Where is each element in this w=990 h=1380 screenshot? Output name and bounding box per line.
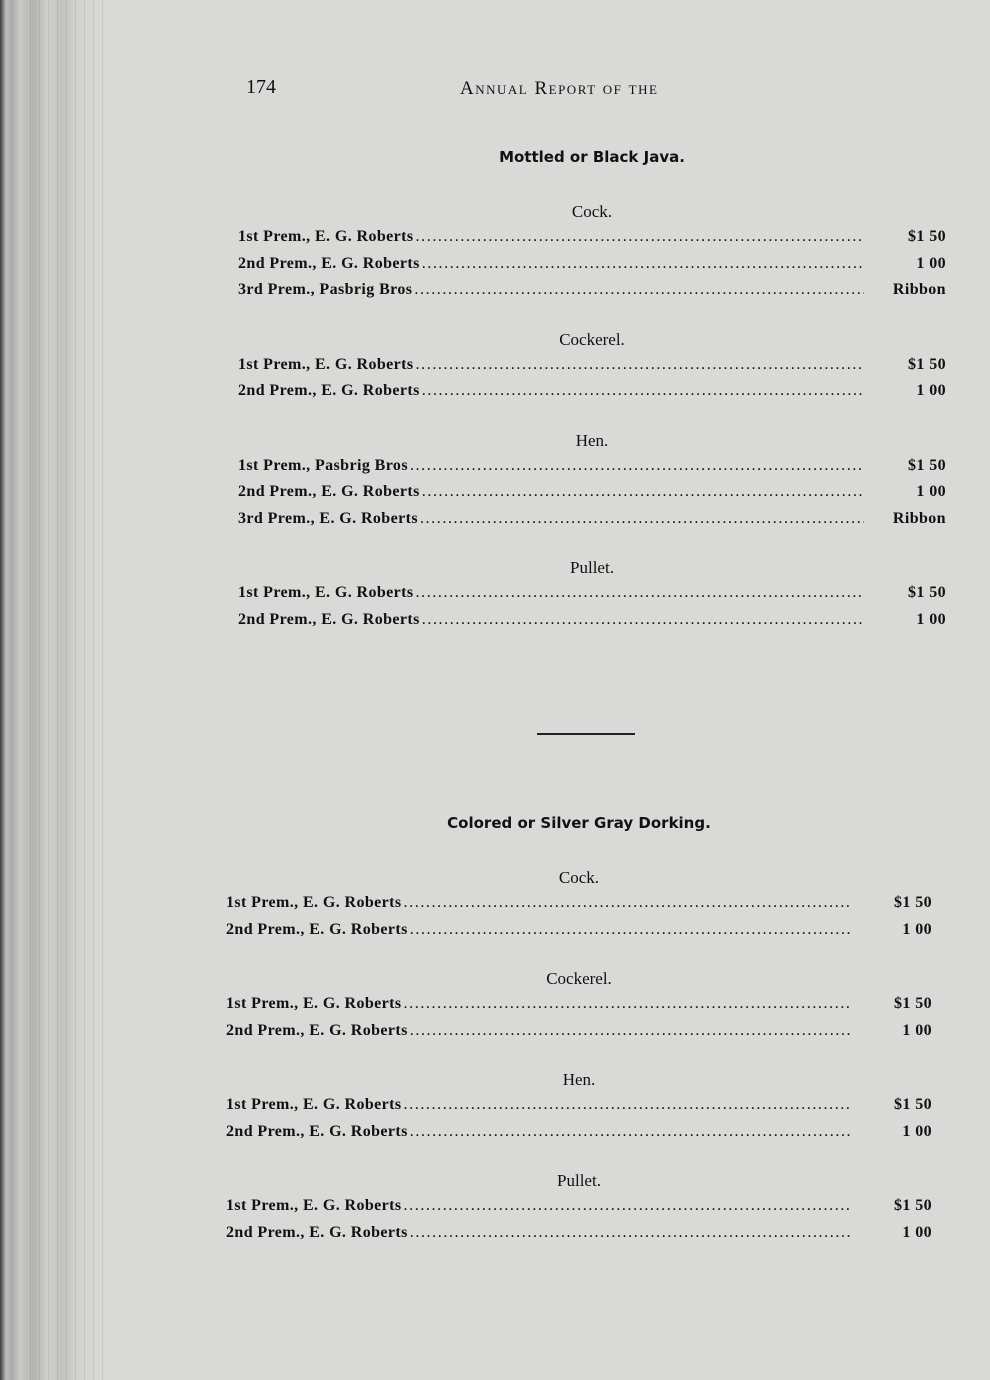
prize-amount: $1 50 bbox=[908, 584, 946, 601]
group-pullet bbox=[238, 556, 946, 633]
leader-dots bbox=[422, 607, 864, 634]
group-cock bbox=[238, 200, 946, 304]
prize-amount: $1 50 bbox=[908, 355, 946, 373]
leader-dots bbox=[404, 1092, 850, 1119]
leader-dots bbox=[404, 1193, 850, 1220]
leader-dots bbox=[410, 917, 850, 944]
winner-name: E. G. Roberts bbox=[309, 1021, 408, 1039]
premium-entry bbox=[238, 453, 946, 480]
prize-amount: $1 50 bbox=[894, 894, 932, 911]
prize-amount: Ribbon bbox=[892, 509, 946, 527]
winner-name: E. G. Roberts bbox=[309, 1122, 408, 1140]
premium-entry bbox=[238, 479, 946, 506]
winner-name: E. G. Roberts bbox=[302, 1096, 402, 1113]
winner-name: Pasbrig Bros bbox=[314, 456, 408, 474]
group-pullet bbox=[226, 1169, 932, 1246]
premium-place: 3rd Prem., bbox=[238, 509, 316, 527]
premium-entry bbox=[238, 251, 946, 278]
section-title: Mottled or Black Java. bbox=[499, 148, 685, 166]
winner-name: E. G. Roberts bbox=[309, 1223, 408, 1241]
leader-dots bbox=[422, 378, 864, 405]
group-label: Pullet. bbox=[570, 558, 614, 577]
section-colored-silver-gray-dorking bbox=[226, 812, 932, 1246]
premium-entry bbox=[226, 1193, 932, 1220]
section-title: Colored or Silver Gray Dorking. bbox=[447, 814, 711, 832]
group-hen bbox=[238, 429, 946, 533]
page-header bbox=[0, 76, 990, 106]
winner-name: E. G. Roberts bbox=[314, 584, 414, 601]
prize-amount: 1 00 bbox=[902, 1122, 932, 1140]
prize-amount: 1 00 bbox=[902, 1021, 932, 1039]
premium-entry bbox=[238, 506, 946, 533]
page-edges bbox=[30, 0, 110, 1380]
prize-amount: $1 50 bbox=[894, 995, 932, 1012]
leader-dots bbox=[404, 991, 850, 1018]
leader-dots bbox=[416, 352, 864, 379]
premium-place: 2nd Prem., bbox=[238, 382, 317, 399]
premium-place: 1st Prem., bbox=[238, 456, 311, 474]
prize-amount: $1 50 bbox=[908, 456, 946, 474]
premium-entry bbox=[226, 1092, 932, 1119]
prize-amount: 1 00 bbox=[916, 610, 946, 628]
winner-name: E. G. Roberts bbox=[309, 920, 408, 938]
prize-amount: 1 00 bbox=[902, 920, 932, 938]
leader-dots bbox=[414, 277, 864, 304]
section-divider bbox=[537, 733, 635, 735]
leader-dots bbox=[420, 506, 864, 533]
premium-entry bbox=[226, 917, 932, 944]
winner-name: E. G. Roberts bbox=[321, 382, 420, 399]
book-binding bbox=[0, 0, 110, 1380]
leader-dots bbox=[416, 580, 864, 607]
winner-name: E. G. Roberts bbox=[321, 254, 420, 272]
premium-entry bbox=[238, 378, 946, 405]
premium-place: 2nd Prem., bbox=[238, 254, 317, 272]
prize-amount: $1 50 bbox=[908, 228, 946, 245]
leader-dots bbox=[404, 890, 850, 917]
prize-amount: 1 00 bbox=[902, 1223, 932, 1241]
premium-place: 1st Prem., bbox=[238, 355, 311, 373]
group-cockerel bbox=[238, 328, 946, 405]
premium-entry bbox=[226, 1018, 932, 1045]
premium-place: 1st Prem., bbox=[238, 584, 311, 601]
prize-amount: 1 00 bbox=[916, 382, 946, 399]
leader-dots bbox=[422, 251, 864, 278]
winner-name: E. G. Roberts bbox=[302, 995, 402, 1012]
group-label: Cock. bbox=[571, 202, 613, 221]
premium-entry bbox=[238, 580, 946, 607]
page-number: 174 bbox=[246, 76, 276, 98]
winner-name: E. G. Roberts bbox=[302, 1197, 402, 1214]
premium-place: 2nd Prem., bbox=[226, 920, 305, 938]
group-label: Cockerel. bbox=[559, 329, 625, 349]
premium-entry bbox=[238, 607, 946, 634]
section-mottled-black-java bbox=[238, 146, 946, 633]
premium-place: 2nd Prem., bbox=[238, 610, 317, 628]
winner-name: E. G. Roberts bbox=[314, 355, 414, 373]
group-hen bbox=[226, 1068, 932, 1145]
group-label: Hen. bbox=[575, 430, 609, 450]
winner-name: E. G. Roberts bbox=[321, 610, 420, 628]
premium-place: 2nd Prem., bbox=[226, 1021, 305, 1039]
premium-entry bbox=[226, 1220, 932, 1247]
leader-dots bbox=[410, 1119, 850, 1146]
leader-dots bbox=[416, 224, 864, 251]
group-label: Hen. bbox=[562, 1070, 596, 1089]
premium-place: 2nd Prem., bbox=[226, 1122, 305, 1140]
prize-amount: 1 00 bbox=[916, 254, 946, 272]
premium-entry bbox=[226, 991, 932, 1018]
winner-name: Pasbrig Bros bbox=[319, 281, 413, 298]
prize-amount: Ribbon bbox=[892, 281, 946, 298]
leader-dots bbox=[410, 1220, 850, 1247]
group-label: Cock. bbox=[558, 868, 600, 887]
premium-place: 3rd Prem., bbox=[238, 281, 316, 298]
premium-place: 1st Prem., bbox=[226, 1197, 299, 1214]
group-label: Pullet. bbox=[557, 1171, 601, 1190]
premium-place: 1st Prem., bbox=[226, 1096, 299, 1113]
leader-dots bbox=[422, 479, 864, 506]
premium-place: 2nd Prem., bbox=[226, 1223, 305, 1241]
premium-entry bbox=[226, 1119, 932, 1146]
prize-amount: $1 50 bbox=[894, 1096, 932, 1113]
leader-dots bbox=[410, 1018, 850, 1045]
leader-dots bbox=[410, 453, 864, 480]
group-cock bbox=[226, 866, 932, 943]
group-label: Cockerel. bbox=[546, 969, 612, 988]
premium-place: 1st Prem., bbox=[226, 894, 299, 911]
premium-entry bbox=[226, 890, 932, 917]
prize-amount: 1 00 bbox=[916, 483, 946, 500]
premium-place: 1st Prem., bbox=[238, 228, 311, 245]
prize-amount: $1 50 bbox=[894, 1197, 932, 1214]
premium-place: 1st Prem., bbox=[226, 995, 299, 1012]
winner-name: E. G. Roberts bbox=[321, 483, 420, 500]
group-cockerel bbox=[226, 967, 932, 1044]
winner-name: E. G. Roberts bbox=[302, 894, 402, 911]
winner-name: E. G. Roberts bbox=[314, 228, 414, 245]
premium-entry bbox=[238, 224, 946, 251]
premium-place: 2nd Prem., bbox=[238, 483, 317, 500]
premium-entry bbox=[238, 277, 946, 304]
winner-name: E. G. Roberts bbox=[319, 509, 418, 527]
premium-entry bbox=[238, 352, 946, 379]
running-head: Annual Report of the bbox=[460, 78, 659, 99]
